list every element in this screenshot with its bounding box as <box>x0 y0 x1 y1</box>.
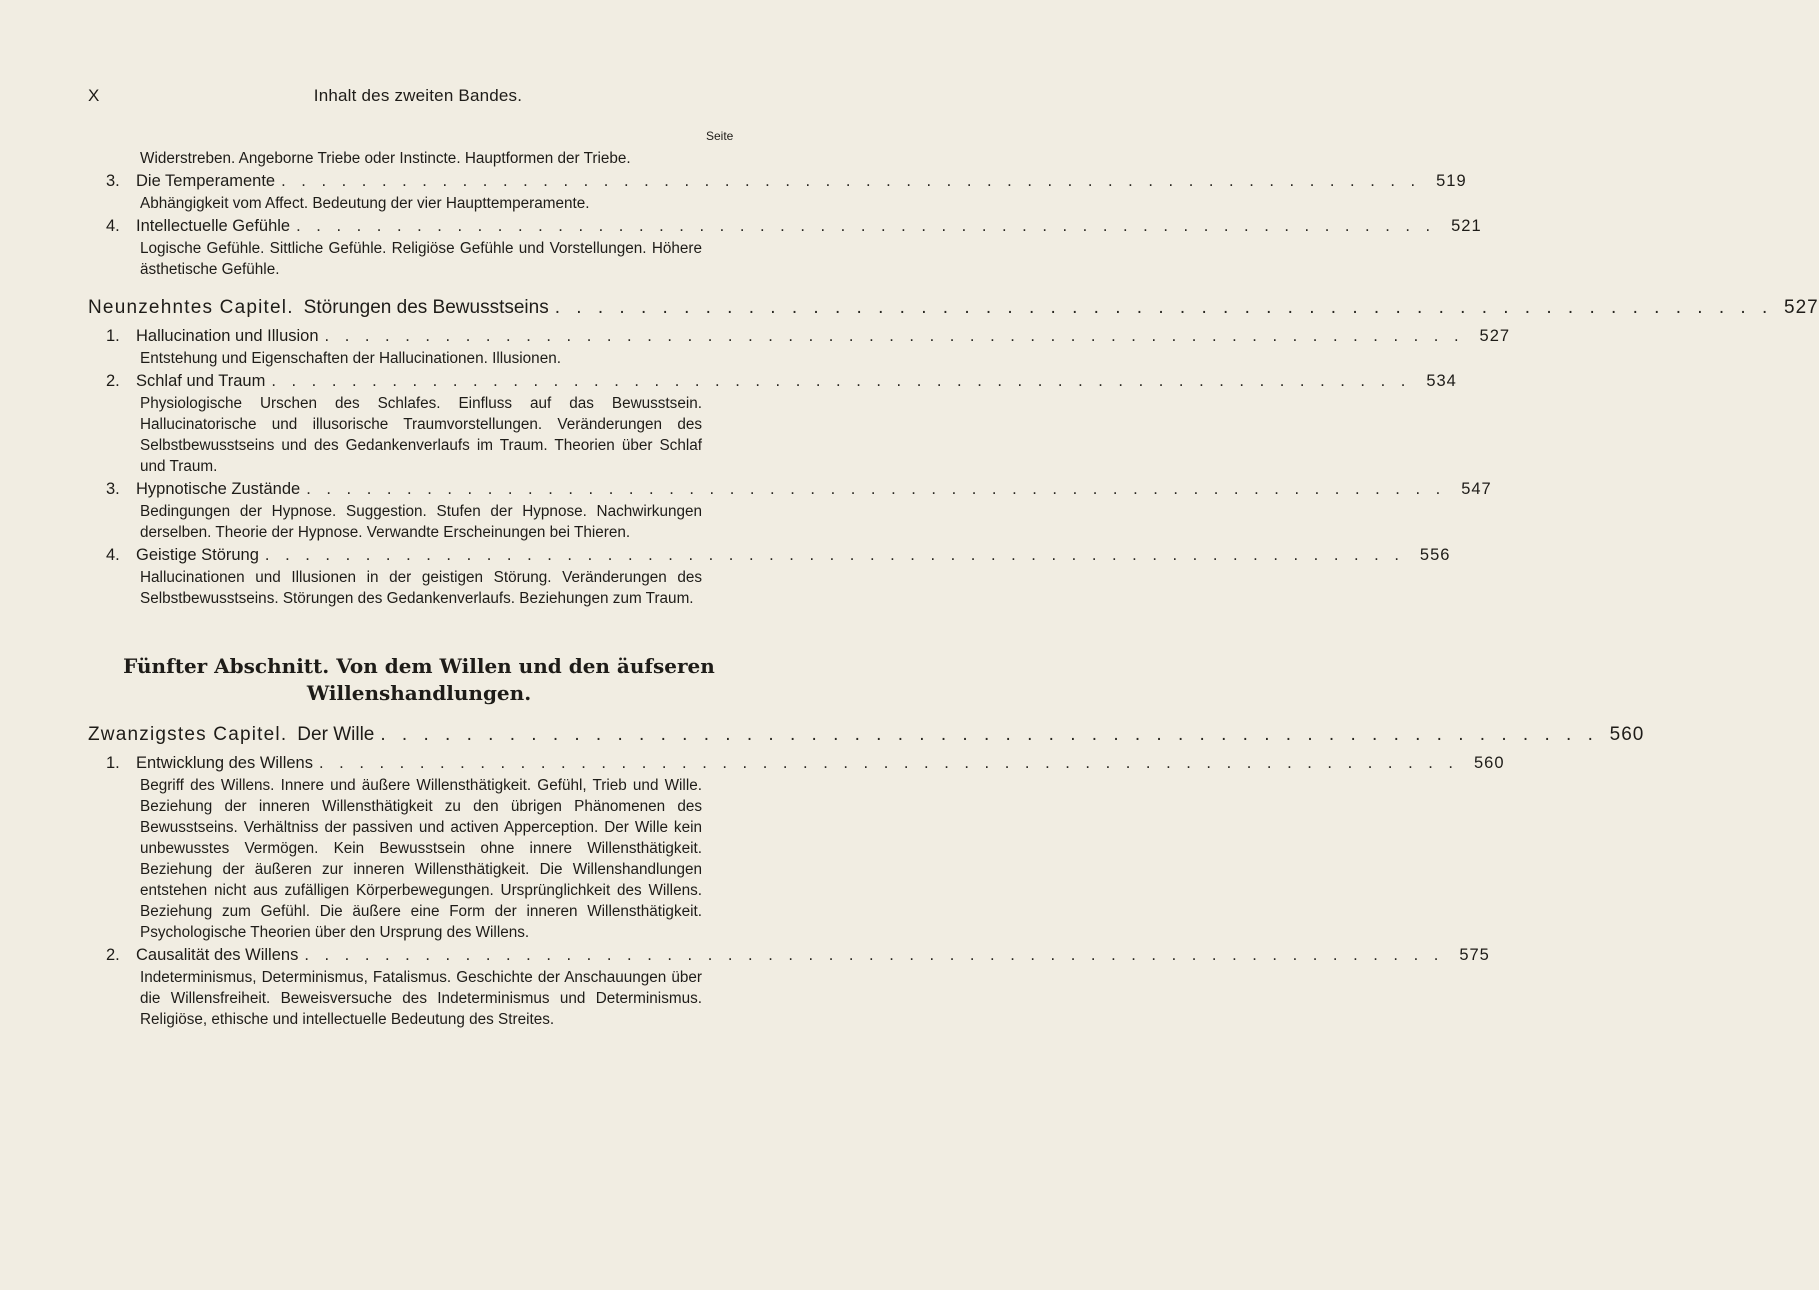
section-heading-line: Fünfter Abschnitt. Von dem Willen und den äufseren <box>123 654 715 678</box>
chapter-page: 560 <box>1609 724 1645 745</box>
leader-dots: . . . . . . . . . . . . . . . . . . . . . . . . . . . . . . . . . . . . . . . . . . . . . . . . . . . . . . . . . <box>306 480 1446 498</box>
leader-dots: . . . . . . . . . . . . . . . . . . . . . . . . . . . . . . . . . . . . . . . . . . . . . . . . . . . . . . . . . <box>324 327 1465 345</box>
entry-title: Geistige Störung <box>136 546 259 564</box>
entry-number: 4. <box>106 217 120 235</box>
toc-entry-line <box>88 214 1482 238</box>
entry-description: Widerstreben. Angeborne Triebe oder Instincte. Hauptformen der Triebe. <box>140 150 631 167</box>
toc-content <box>88 148 1819 1030</box>
toc-entry <box>88 751 1505 943</box>
chapter-page: 527 <box>1784 297 1819 318</box>
entry-description: Logische Gefühle. Sittliche Gefühle. Religiöse Gefühle und Vorstellungen. Höhere ästhetische Gefühle. <box>140 240 702 278</box>
page-number: X <box>88 86 100 105</box>
entry-description: Indeterminismus, Determinismus, Fatalismus. Geschichte der Anschauungen über die Willensfreiheit. Beweisversuche des Indeterminismus und Determinismus. Religiöse, ethische und intellectuelle Bedeutung des Streites. <box>140 969 702 1028</box>
entry-page: 556 <box>1419 546 1451 564</box>
toc-entry <box>88 543 1451 609</box>
chapter-label: Zwanzigstes Capitel. <box>88 724 288 745</box>
entry-title: Hypnotische Zustände <box>136 480 301 498</box>
entry-page: 547 <box>1461 480 1492 498</box>
entry-page: 519 <box>1436 172 1467 190</box>
page-title: Inhalt des zweiten Bandes. <box>313 86 523 105</box>
leader-dots: . . . . . . . . . . . . . . . . . . . . . . . . . . . . . . . . . . . . . . . . . . . . . . . . . . . . . . . . . <box>380 724 1599 745</box>
chapter-heading <box>88 721 1645 749</box>
leader-dots: . . . . . . . . . . . . . . . . . . . . . . . . . . . . . . . . . . . . . . . . . . . . . . . . . . . . . . . . . <box>281 172 1421 190</box>
leader-dots: . . . . . . . . . . . . . . . . . . . . . . . . . . . . . . . . . . . . . . . . . . . . . . . . . . . . . . . . . <box>319 754 1459 772</box>
entry-description: Physiologische Urschen des Schlafes. Einfluss auf das Bewusstsein. Hallucinatorische und illusorische Traumvorstellungen. Veränderungen des Selbstbewusstseins und des Gedankenverlaufs im Traum. Theorien über Schlaf und Traum. <box>140 395 702 475</box>
entry-page: 534 <box>1426 372 1457 390</box>
toc-entry <box>88 214 1482 280</box>
chapter-title: Störungen des Bewusstseins <box>303 297 549 318</box>
entry-title: Entwicklung des Willens <box>136 754 313 772</box>
toc-entry-line <box>88 477 1492 501</box>
entry-description: Entstehung und Eigenschaften der Hallucinationen. Illusionen. <box>140 350 561 367</box>
entry-title: Intellectuelle Gefühle <box>136 217 291 235</box>
chapter-label: Neunzehntes Capitel. <box>88 297 294 318</box>
toc-entry <box>88 169 1467 214</box>
entry-title: Causalität des Willens <box>136 946 299 964</box>
entry-page: 527 <box>1479 327 1511 345</box>
seite-label: Seite <box>706 129 734 143</box>
toc-entry <box>88 477 1492 543</box>
entry-number: 3. <box>106 480 120 498</box>
entry-page: 575 <box>1459 946 1490 964</box>
leader-dots: . . . . . . . . . . . . . . . . . . . . . . . . . . . . . . . . . . . . . . . . . . . . . . . . . . . . . . . . . <box>264 546 1405 564</box>
leader-dots: . . . . . . . . . . . . . . . . . . . . . . . . . . . . . . . . . . . . . . . . . . . . . . . . . . . . . . . . . <box>554 297 1773 318</box>
toc-entry <box>88 324 1511 369</box>
running-head <box>88 86 748 110</box>
entry-title: Die Temperamente <box>136 172 276 190</box>
entry-number: 2. <box>106 372 120 390</box>
entry-page: 521 <box>1451 217 1482 235</box>
chapter-heading <box>88 294 1819 322</box>
entry-description: Abhängigkeit vom Affect. Bedeutung der vier Haupttemperamente. <box>140 195 590 212</box>
entry-description: Begriff des Willens. Innere und äußere Willensthätigkeit. Gefühl, Trieb und Wille. Beziehung der inneren Willensthätigkeit zu den übrigen Phänomenen des Bewusstseins. Verhältniss der passiven und activen Apperception. Der Wille kein unbewusstes Vermögen. Kein Bewusstsein ohne innere Willensthätigkeit. Beziehung der äußeren zur inneren Willensthätigkeit. Die Willenshandlungen entstehen nicht aus zufälligen Körperbewegungen. Ursprünglichkeit des Willens. Beziehung zum Gefühl. Die äußere eine Form der inneren Willensthätigkeit. Psychologische Theorien über den Ursprung des Willens. <box>140 777 702 941</box>
leader-dots: . . . . . . . . . . . . . . . . . . . . . . . . . . . . . . . . . . . . . . . . . . . . . . . . . . . . . . . . . <box>271 372 1411 390</box>
entry-number: 1. <box>106 327 120 345</box>
section-heading-line: Willenshandlungen. <box>306 681 532 705</box>
toc-entry-line <box>88 751 1505 775</box>
entry-description: Hallucinationen und Illusionen in der geistigen Störung. Veränderungen des Selbstbewusstseins. Störungen des Gedankenverlaufs. Beziehungen zum Traum. <box>140 569 702 607</box>
toc-entry-line <box>88 369 1457 393</box>
leader-dots: . . . . . . . . . . . . . . . . . . . . . . . . . . . . . . . . . . . . . . . . . . . . . . . . . . . . . . . . . <box>296 217 1436 235</box>
entry-number: 3. <box>106 172 120 190</box>
entry-title: Schlaf und Traum <box>136 372 266 390</box>
toc-entry <box>88 369 1457 477</box>
chapter-title: Der Wille <box>297 724 375 745</box>
entry-description: Bedingungen der Hypnose. Suggestion. Stufen der Hypnose. Nachwirkungen derselben. Theorie der Hypnose. Verwandte Erscheinungen bei Thieren. <box>140 503 702 541</box>
toc-entry-line <box>88 324 1511 348</box>
leader-dots: . . . . . . . . . . . . . . . . . . . . . . . . . . . . . . . . . . . . . . . . . . . . . . . . . . . . . . . . . <box>304 946 1444 964</box>
entry-number: 2. <box>106 946 120 964</box>
entry-page: 560 <box>1474 754 1505 772</box>
toc-entry-line <box>88 169 1467 193</box>
entry-title: Hallucination und Illusion <box>136 327 319 345</box>
entry-number: 1. <box>106 754 120 772</box>
section-heading <box>88 653 750 707</box>
toc-entry <box>88 943 1490 1030</box>
toc-entry-line <box>88 543 1451 567</box>
entry-number: 4. <box>106 546 120 564</box>
toc-entry-line <box>88 943 1490 967</box>
